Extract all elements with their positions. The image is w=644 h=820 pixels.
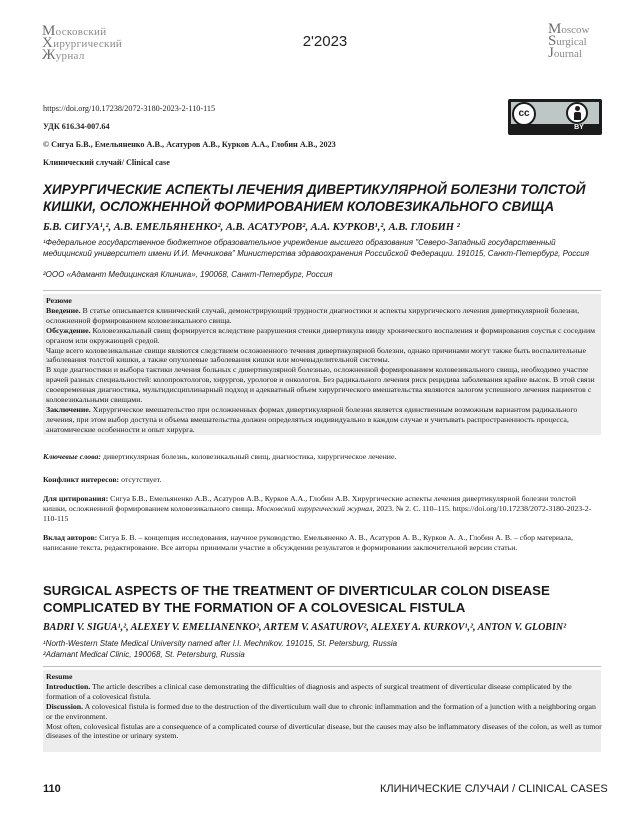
divider: [43, 290, 601, 291]
author-contribution: Вклад авторов: Сигуа Б. В. – концепция исследования, научное руководство. Емельяненко А. В., Асатуров А. В., Курков А. А., Глобин А. В. – сбор материала, написание текста, редактирование. Все авторы принимали участие в обсуждении результатов и формировании заключительной версии статьи.: [43, 533, 573, 552]
abstract-heading-en: Resume: [46, 672, 73, 681]
abstract-introduction-en: Introduction. The article describes a clinical case demonstrating the difficulties of diagnosis and aspects of surgical treatment of diverticular disease complicated by the formation of a colovesical fistula.: [46, 681, 572, 701]
authors-en: BADRI V. SIGUA¹,², ALEXEY V. EMELIANENKO², ARTEM V. ASATUROV², ALEXEY A. KURKOV¹,², ANTON V. GLOBIN²: [43, 622, 567, 633]
abstract-paragraph-2-ru: В ходе диагностики и выбора тактики лечения больных с дивертикулярной болезнью, осложненной формированием коловезикального свища, необходимо участие врачей разных специальностей: колопроктологов, хирургов, урологов и онкологов. Без радикального лечения риск рецидива заболевания крайне высок. В этой связи своевременная диагностика, мультидисциплинарный подход и адекватный объем хирургического вмешательства являются залогом успешного лечения пациентов с коловезикальными свищами.: [46, 365, 595, 405]
citation-ru: Для цитирования: Сигуа Б.В., Емельяненко А.В., Асатуров А.В., Курков А.А., Глобин А.В. Хирургические аспекты лечения дивертикулярной болезни толстой кишки, осложненной формированием коловезикального свища. Московский хирургический журнал, 2023. № 2. С. 110–115. https://doi.org/10.17238/2072-3180-2023-2-110-115: [43, 494, 592, 523]
divider: [43, 666, 601, 667]
article-category: Клинический случай/ Clinical case: [43, 158, 170, 167]
article-title-en: SURGICAL ASPECTS OF THE TREATMENT OF DIVERTICULAR COLON DISEASE COMPLICATED BY THE FORMATION OF A COLOVESICAL FISTULA: [43, 583, 550, 615]
issue-number: 2'2023: [302, 33, 348, 50]
logo-ru-line-2: Хирургический: [42, 35, 123, 51]
abstract-conclusion-ru: Заключение. Хирургическое вмешательство при осложненных формах дивертикулярной болезни является единственным возможным вариантом радикального лечения, при этом выбор доступа и объема вмешательства должен определяться индивидуально в каждом случае и учитывать распространенность процесса, анатомические особенности и опыт хирурга.: [46, 404, 578, 434]
abstract-paragraph-1-en: Most often, colovesical fistulas are a consequence of a complicated course of diverticular disease, but the causes may also be inflammatory diseases of the colon, as well as tumor diseases of the intestine or urinary system.: [46, 721, 602, 741]
cc-by-license-badge[interactable]: [508, 99, 602, 135]
abstract-heading-ru: Резюме: [46, 296, 72, 305]
abstract-discussion-ru: Обсуждение. Коловезикальный свищ формируется вследствие разрушения стенки дивертикула ввиду хронического воспаления и формирования соустья с соседним органом или окружающей средой.: [46, 325, 596, 345]
conflict-of-interest: Конфликт интересов: отсутствует.: [43, 475, 162, 484]
section-name: КЛИНИЧЕСКИЕ СЛУЧАИ / CLINICAL CASES: [380, 783, 608, 795]
abstract-paragraph-1-ru: Чаще всего коловезикальные свищи являются следствием осложненного течения дивертикулярной болезни, однако причинами могут также быть воспалительные заболевания толстой кишки, а также опухолевые заболевания кишки или мочевыделительной системы.: [46, 345, 587, 365]
logo-en-line-2: Surgical: [548, 33, 587, 49]
attribution-person-icon: [566, 102, 588, 124]
abstract-ru: [46, 296, 602, 435]
authors-ru: Б.В. СИГУА¹,², А.В. ЕМЕЛЬЯНЕНКО², А.В. АСАТУРОВ², А.А. КУРКОВ¹,², А.В. ГЛОБИН ²: [43, 222, 460, 233]
affiliation-1-en: ¹North-Western State Medical University named after I.I. Mechnikov. 191015, St. Petersburg, Russia: [43, 639, 398, 648]
logo-ru-line-1: Московский: [42, 23, 107, 39]
abstract-introduction-ru: Введение. В статье описывается клинический случай, демонстрирующий трудности диагностики и аспекты хирургического лечения дивертикулярной болезни, осложненной формированием коловезикального свища.: [46, 305, 580, 325]
logo-en-line-3: Journal: [548, 45, 582, 61]
abstract-en: [46, 672, 602, 741]
keywords-ru: Ключевые слова: дивертикулярная болезнь, коловезикальный свищ, диагностика, хирургическое лечение.: [43, 452, 397, 461]
affiliation-2-en: ²Adamant Medical Clinic, 190068, St. Petersburg, Russia: [43, 650, 245, 659]
journal-logo-en: [548, 21, 618, 61]
affiliation-1-ru: ¹Федеральное государственное бюджетное образовательное учреждение высшего образования "Северо-Западный государственный медицинский университет имени И.И. Мечникова" Министерства здравоохранения Российской Федерации. 191015, Санкт-Петербург, Россия: [43, 238, 589, 258]
article-title-ru: ХИРУРГИЧЕСКИЕ АСПЕКТЫ ЛЕЧЕНИЯ ДИВЕРТИКУЛЯРНОЙ БОЛЕЗНИ ТОЛСТОЙ КИШКИ, ОСЛОЖНЕННОЙ ФОРМИРОВАНИЕМ КОЛОВЕЗИКАЛЬНОГО СВИЩА: [43, 182, 586, 214]
logo-ru-line-3: Журнал: [42, 47, 85, 63]
journal-logo-ru: [42, 23, 152, 63]
cc-icon: cc: [512, 102, 536, 126]
affiliation-2-ru: ²ООО «Адамант Медицинская Клиника», 190068, Санкт-Петербург, Россия: [43, 270, 333, 279]
by-label: BY: [574, 124, 584, 131]
udk-code: УДК 616.34-007.64: [43, 122, 110, 131]
copyright-line: © Сигуа Б.В., Емельяненко А.В., Асатуров А.В., Курков А.А., Глобин А.В., 2023: [43, 140, 336, 149]
abstract-discussion-en: Discussion. A colovesical fistula is formed due to the destruction of the diverticulum wall due to chronic inflammation and the formation of a junction with a neighboring organ or the environment.: [46, 701, 596, 721]
page-number: 110: [43, 783, 61, 795]
logo-en-line-1: Moscow: [548, 21, 590, 37]
doi-link[interactable]: https://doi.org/10.17238/2072-3180-2023-2-110-115: [43, 104, 216, 113]
